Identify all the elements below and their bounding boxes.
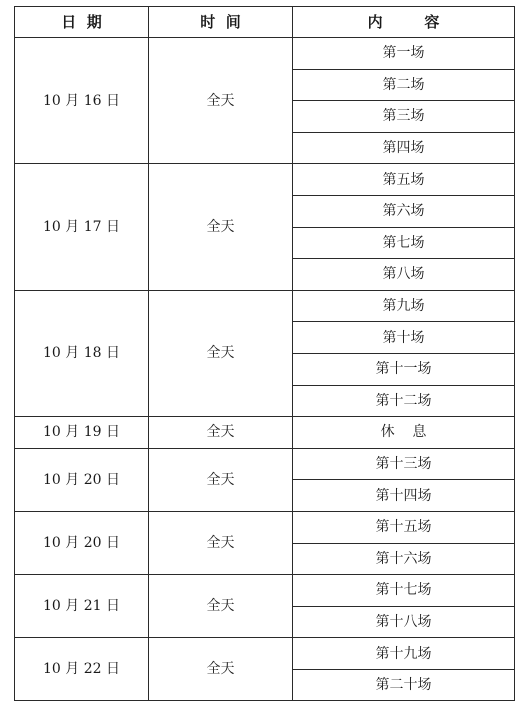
content-cell: 第十八场 — [293, 606, 515, 638]
content-cell: 第八场 — [293, 259, 515, 291]
time-cell: 全天 — [149, 290, 293, 416]
content-cell: 休 息 — [293, 417, 515, 449]
content-cell: 第三场 — [293, 101, 515, 133]
content-cell: 第十五场 — [293, 511, 515, 543]
time-cell: 全天 — [149, 448, 293, 511]
schedule-row — [15, 511, 515, 543]
date-cell: 10 月 21 日 — [15, 575, 149, 638]
schedule-row — [15, 638, 515, 670]
content-cell: 第十三场 — [293, 448, 515, 480]
schedule-row — [15, 290, 515, 322]
content-cell: 第十一场 — [293, 353, 515, 385]
date-cell: 10 月 17 日 — [15, 164, 149, 290]
schedule-row — [15, 575, 515, 607]
schedule-row — [15, 164, 515, 196]
schedule-body — [15, 38, 515, 701]
date-cell: 10 月 20 日 — [15, 448, 149, 511]
time-cell: 全天 — [149, 164, 293, 290]
content-cell: 第二十场 — [293, 669, 515, 701]
date-cell: 10 月 22 日 — [15, 638, 149, 701]
schedule-row — [15, 417, 515, 449]
schedule-row — [15, 38, 515, 70]
header-content: 内 容 — [293, 7, 515, 38]
content-cell: 第十七场 — [293, 575, 515, 607]
content-cell: 第十场 — [293, 322, 515, 354]
header-row — [15, 7, 515, 38]
time-cell: 全天 — [149, 638, 293, 701]
header-date: 日 期 — [15, 7, 149, 38]
date-cell: 10 月 18 日 — [15, 290, 149, 416]
time-cell: 全天 — [149, 417, 293, 449]
date-cell: 10 月 20 日 — [15, 511, 149, 574]
content-cell: 第九场 — [293, 290, 515, 322]
content-cell: 第六场 — [293, 195, 515, 227]
content-cell: 第一场 — [293, 38, 515, 70]
schedule-table — [14, 6, 515, 701]
content-cell: 第十二场 — [293, 385, 515, 417]
content-cell: 第十九场 — [293, 638, 515, 670]
date-cell: 10 月 19 日 — [15, 417, 149, 449]
content-cell: 第四场 — [293, 132, 515, 164]
content-cell: 第五场 — [293, 164, 515, 196]
header-time: 时 间 — [149, 7, 293, 38]
schedule-row — [15, 448, 515, 480]
content-cell: 第七场 — [293, 227, 515, 259]
content-cell: 第十六场 — [293, 543, 515, 575]
date-cell: 10 月 16 日 — [15, 38, 149, 164]
content-cell: 第二场 — [293, 69, 515, 101]
time-cell: 全天 — [149, 38, 293, 164]
content-cell: 第十四场 — [293, 480, 515, 512]
time-cell: 全天 — [149, 511, 293, 574]
time-cell: 全天 — [149, 575, 293, 638]
